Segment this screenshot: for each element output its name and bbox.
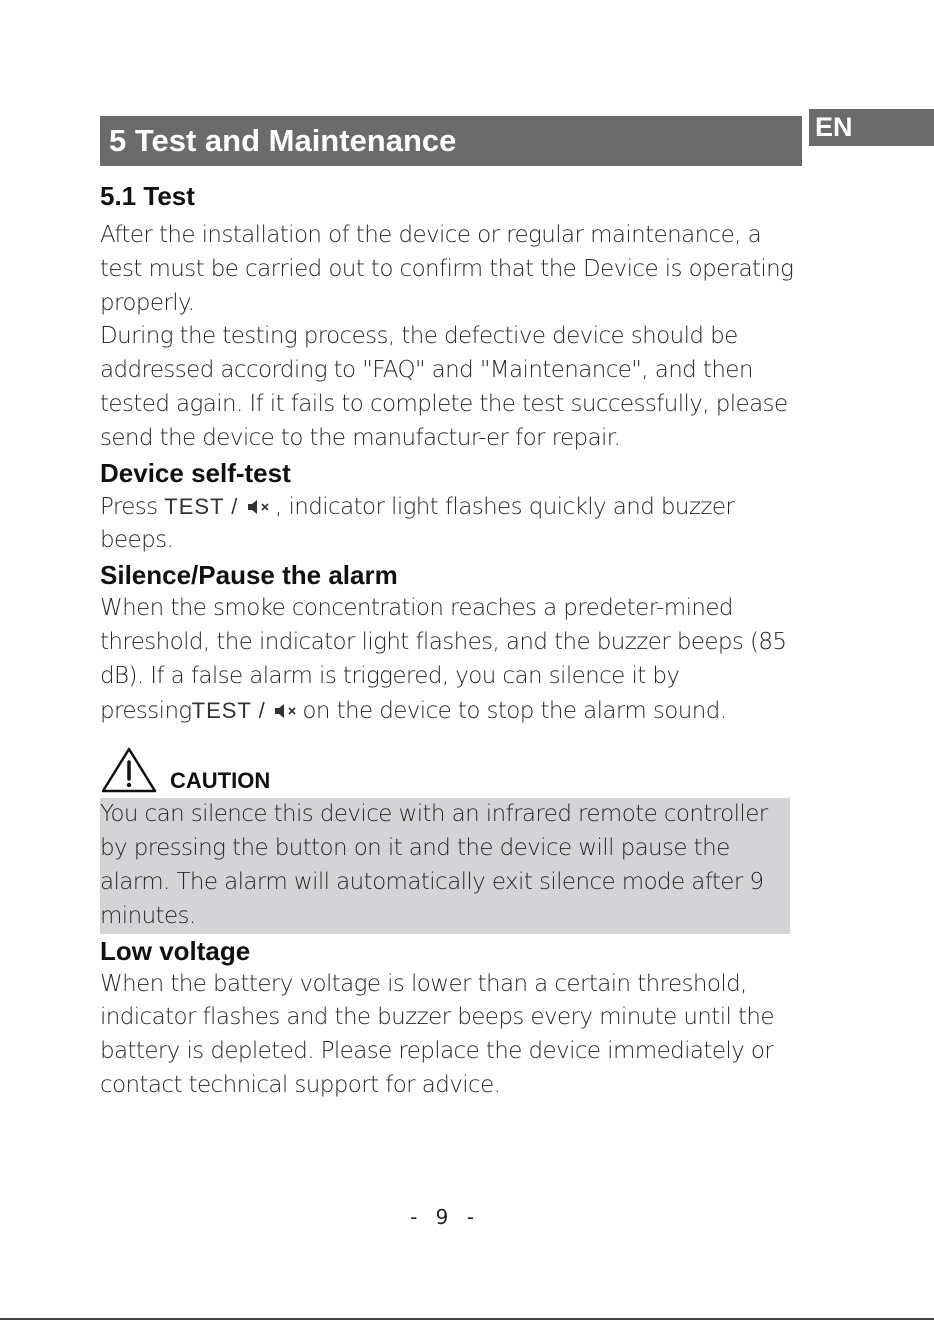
test-button-label: TEST / — [164, 493, 239, 519]
silence-text-before: When the smoke concentration reaches a predeter-mined threshold, the indicator light flashes, and the buzzer beeps (85 dB). If a false alarm is triggered, you can silence it by pressing — [100, 595, 787, 724]
silence-heading: Silence/Pause the alarm — [100, 560, 398, 591]
caution-header — [100, 744, 800, 794]
intro-paragraph-1: After the installation of the device or regular maintenance, a test must be carried out to confirm that the Device is operating properly. — [100, 222, 794, 316]
subsection-heading-test: 5.1 Test — [100, 181, 195, 211]
page-content — [100, 178, 800, 1103]
language-tab — [809, 109, 934, 146]
self-test-text-before: Press — [100, 493, 158, 520]
language-label: EN — [815, 112, 853, 142]
self-test-heading: Device self-test — [100, 457, 291, 488]
low-voltage-heading: Low voltage — [100, 935, 251, 966]
mute-speaker-icon-2 — [273, 703, 301, 719]
caution-box — [100, 798, 790, 933]
self-test-text-after: , indicator light flashes quickly and buzzer beeps. — [100, 493, 735, 554]
low-voltage-paragraph: When the battery voltage is lower than a certain threshold, indicator flashes and the buzzer beeps every minute until the battery is depleted. Please replace the device immediately or contact technical support for advice. — [100, 970, 774, 1098]
intro-paragraph-2: During the testing process, the defective device should be addressed according to "FAQ" and "Maintenance", and then tested again. If it fails to complete the test successfully, please send the device to the manufactur-er for repair. — [100, 323, 788, 451]
warning-triangle-icon — [100, 746, 158, 794]
self-test-paragraph — [100, 490, 800, 559]
caution-label: CAUTION — [170, 768, 271, 794]
section-title-banner — [100, 116, 802, 166]
page-number: - 9 - — [410, 1205, 480, 1229]
section-title: 5 Test and Maintenance — [109, 123, 457, 158]
silence-text-after: on the device to stop the alarm sound. — [302, 697, 727, 724]
silence-paragraph — [100, 592, 800, 728]
mute-speaker-icon — [246, 499, 274, 515]
test-button-label-2: TEST / — [191, 697, 266, 723]
caution-text: You can silence this device with an infrared remote controller by pressing the button on it and the device will pause the alarm. The alarm will automatically exit silence mode after 9 minutes. — [100, 801, 768, 929]
